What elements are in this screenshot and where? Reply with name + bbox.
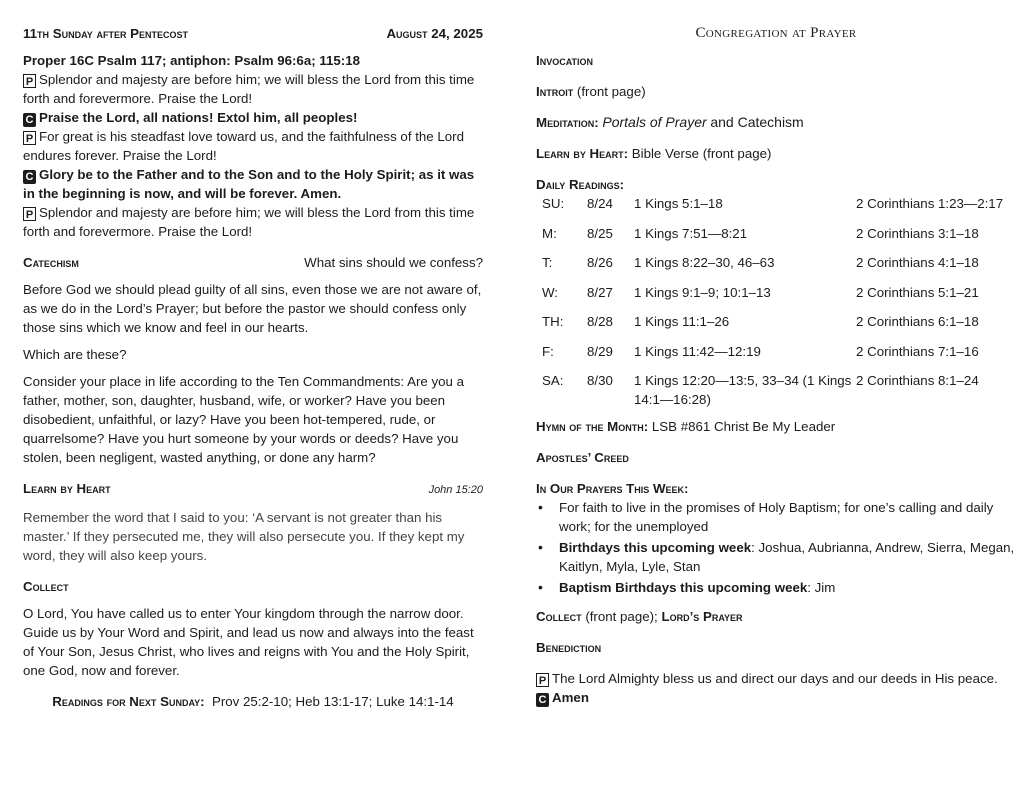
meditation: Meditation: Portals of Prayer and Catechism (536, 114, 804, 130)
reading-date: 8/27 (587, 284, 613, 300)
catechism-question-2: Which are these? (23, 347, 127, 362)
reading-day: W: (542, 284, 559, 300)
reading-ot: 1 Kings 11:1–26 (634, 314, 730, 329)
reading-date: 8/26 (587, 255, 613, 270)
pastor-icon: P (23, 74, 36, 88)
amen-response: C Amen (536, 688, 1016, 707)
psalm-verse: C Praise the Lord, all nations! Extol him, all peoples! (23, 108, 483, 127)
reading-ot: 1 Kings 11:42—12:19 (634, 343, 761, 359)
right-column (536, 24, 1016, 707)
header-title: 11th Sunday after Pentecost (23, 26, 189, 41)
psalm-verse: P Splendor and majesty are before him; we will bless the Lord from this time forth and forevermore. Praise the Lord! (23, 205, 475, 239)
psalm-verse: C Glory be to the Father and to the Son and to the Holy Spirit; as it was in the beginning is now, and will be forever. Amen. (23, 167, 475, 201)
reading-date: 8/25 (587, 225, 613, 241)
reading-ot: 1 Kings 8:22–30, 46–63 (634, 255, 775, 270)
bulletin-header (23, 24, 483, 43)
order-title: Congregation at Prayer (695, 25, 857, 41)
table-row (542, 371, 1003, 409)
table-row (542, 342, 1003, 372)
reading-nt: 2 Corinthians 5:1–21 (856, 284, 979, 300)
table-row (542, 224, 1003, 254)
reading-day: T: (542, 255, 553, 270)
learn-by-heart: Learn by Heart: Bible Verse (front page) (536, 146, 772, 161)
reading-day: M: (542, 225, 557, 241)
reading-ot: 1 Kings 5:1–18 (634, 196, 723, 211)
prayers-heading: In Our Prayers This Week: (536, 481, 689, 496)
psalm-verse: P Splendor and majesty are before him; we will bless the Lord from this time forth and forevermore. Praise the Lord! (23, 72, 475, 106)
learn-verse: Remember the word that I said to you: ‘A servant is not greater than his master.’ If they persecuted me, they will also persecute you. If they kept my word, they will also keep yours. (23, 510, 465, 563)
reading-day: SA: (542, 373, 564, 388)
table-row (542, 283, 1003, 313)
collect-line: Collect (front page); Lord’s Prayer (536, 609, 743, 624)
catechism-heading: Catechism (23, 255, 79, 270)
next-sunday-readings: Readings for Next Sunday: Prov 25:2-10; Heb 13:1-17; Luke 14:1-14 (52, 694, 454, 709)
proper-line: Proper 16C Psalm 117; antiphon: Psalm 96:6a; 115:18 (23, 53, 361, 68)
reading-nt: 2 Corinthians 1:23—2:17 (856, 196, 1004, 211)
reading-ot: 1 Kings 9:1–9; 10:1–13 (634, 284, 771, 300)
congregation-icon: C (23, 170, 36, 184)
collect-heading: Collect (23, 579, 69, 594)
table-row (542, 194, 1003, 224)
pastor-icon: P (23, 131, 36, 145)
reading-ot: 1 Kings 12:20—13:5, 33–34 (1 Kings 14:1—16:28) (634, 373, 852, 407)
table-row (542, 312, 1003, 342)
congregation-icon: C (536, 693, 549, 707)
invocation: Invocation (536, 53, 594, 68)
reading-date: 8/30 (587, 373, 613, 388)
daily-readings-heading: Daily Readings: (536, 177, 625, 192)
prayer-list (536, 498, 1016, 597)
hymn-of-month: Hymn of the Month: LSB #861 Christ Be My Leader (536, 419, 836, 434)
psalm-block (23, 70, 483, 241)
header-date: August 24, 2025 (386, 26, 483, 41)
congregation-icon: C (23, 113, 36, 127)
reading-date: 8/24 (587, 196, 613, 211)
catechism-answer-2: Consider your place in life according to the Ten Commandments: Are you a father, mother, son, daughter, husband, wife, or worker? Have you been disobedient, unfaithful, or lazy? Have you been hot-tempered, rude, or quarrelsome? Have you hurt someone by your words or deeds? Have you stolen, been negligent, wasted anything, or done any harm? (23, 374, 465, 465)
pastor-icon: P (536, 673, 549, 687)
reading-nt: 2 Corinthians 7:1–16 (856, 343, 979, 359)
left-column (23, 24, 483, 711)
reading-date: 8/28 (587, 314, 613, 329)
introit: Introit (front page) (536, 84, 646, 99)
learn-reference: John 15:20 (428, 484, 483, 496)
table-row (542, 253, 1003, 283)
pastor-icon: P (23, 207, 36, 221)
apostles-creed: Apostles’ Creed (536, 450, 629, 465)
reading-nt: 2 Corinthians 3:1–18 (856, 225, 979, 241)
benediction-text: P The Lord Almighty bless us and direct our days and our deeds in His peace. (536, 669, 1016, 688)
daily-readings-table (542, 194, 1003, 409)
list-item: • Baptism Birthdays this upcoming week: Jim (536, 578, 1016, 597)
reading-day: SU: (542, 196, 565, 211)
reading-day: F: (542, 343, 554, 359)
catechism-question: What sins should we confess? (304, 255, 483, 270)
reading-day: TH: (542, 314, 564, 329)
benediction-heading: Benediction (536, 640, 602, 655)
learn-heading-row (23, 479, 483, 500)
reading-nt: 2 Corinthians 4:1–18 (856, 255, 979, 270)
psalm-verse: P For great is his steadfast love toward us, and the faithfulness of the Lord endures forever. Praise the Lord! (23, 129, 465, 163)
catechism-heading-row (23, 253, 483, 272)
reading-date: 8/29 (587, 343, 613, 359)
reading-ot: 1 Kings 7:51—8:21 (634, 225, 748, 241)
catechism-answer: Before God we should plead guilty of all sins, even those we are not aware of, as we do in the Lord’s Prayer; but before the pastor we should confess only those sins which we know and feel in our hearts. (23, 282, 482, 335)
list-item: • Birthdays this upcoming week: Joshua, Aubrianna, Andrew, Sierra, Megan, Kaitlyn, Myla, Lyle, Stan (536, 538, 1016, 576)
collect-prayer: O Lord, You have called us to enter Your kingdom through the narrow door. Guide us by Your Word and Spirit, and lead us now and always into the feast of Your Son, Jesus Christ, who lives and reigns with You and the Holy Spirit, one God, now and forever. (23, 606, 474, 678)
reading-nt: 2 Corinthians 8:1–24 (856, 373, 979, 388)
list-item: • For faith to live in the promises of Holy Baptism; for one’s calling and daily work; for the unemployed (536, 498, 1016, 536)
learn-heading: Learn by Heart (23, 481, 111, 496)
reading-nt: 2 Corinthians 6:1–18 (856, 314, 979, 329)
